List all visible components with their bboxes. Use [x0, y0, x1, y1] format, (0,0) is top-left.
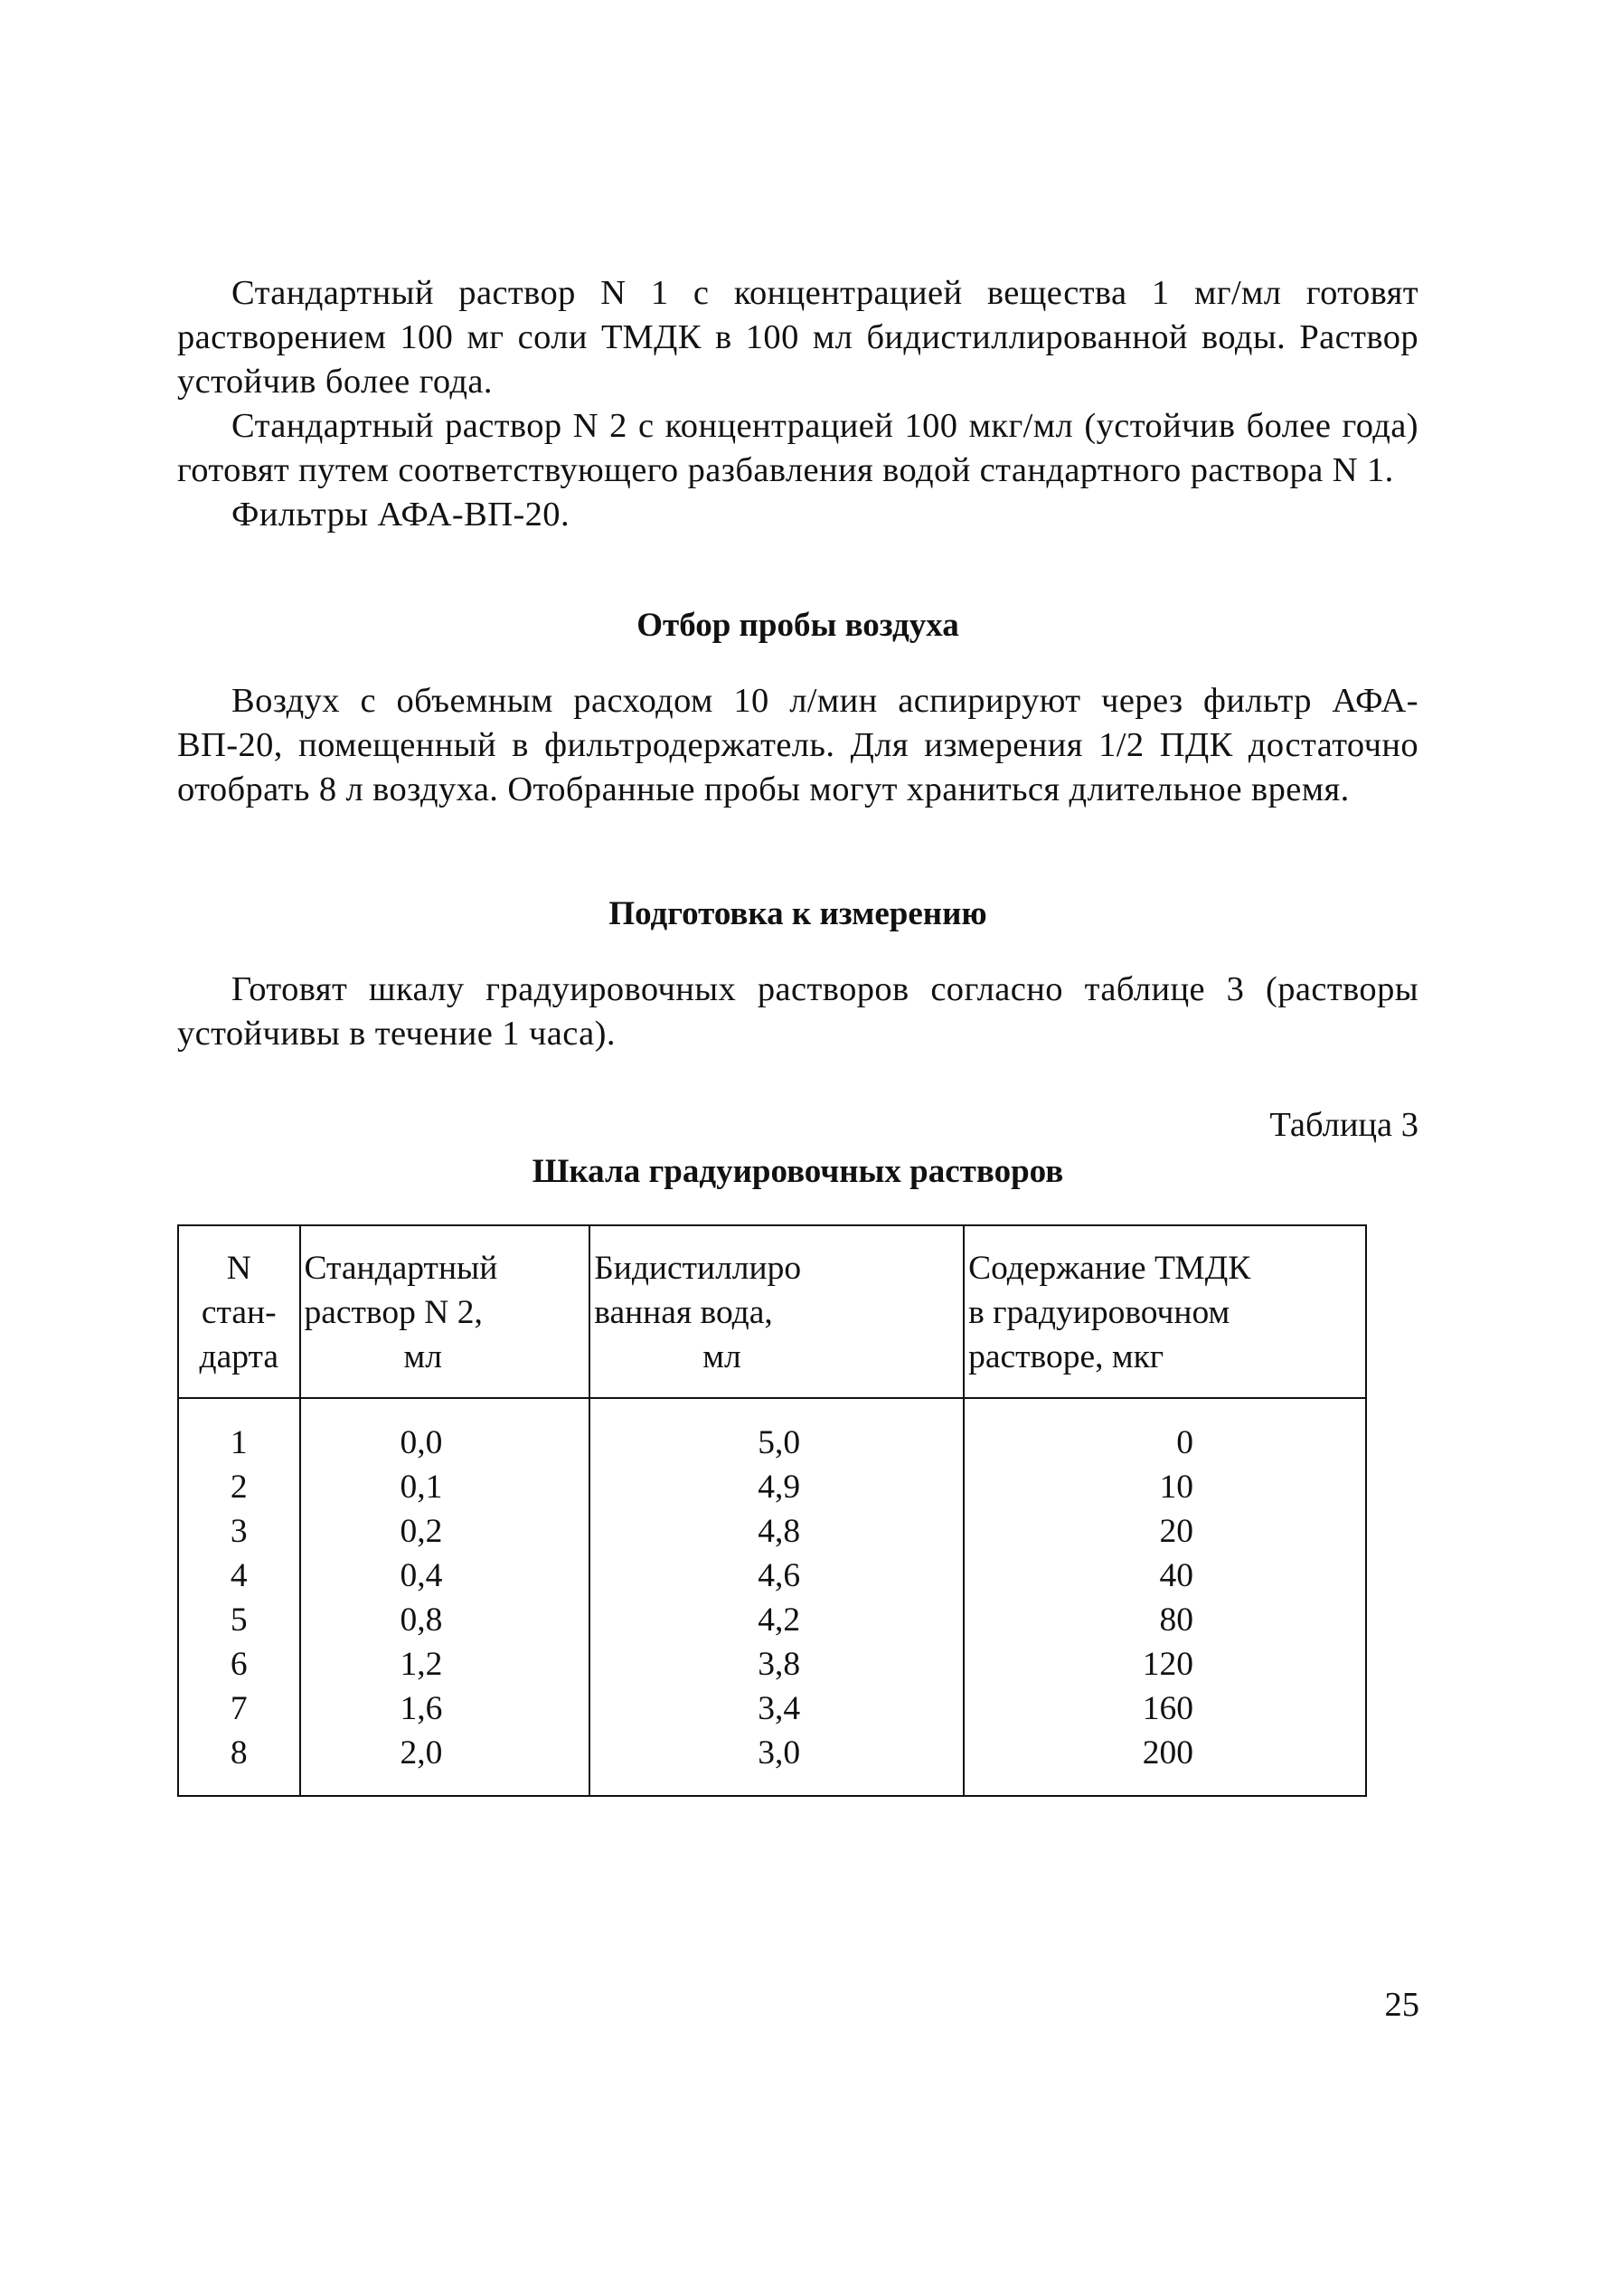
- header-standard-number: [178, 1225, 300, 1398]
- table-row: [178, 1554, 1366, 1598]
- cell-tmdk-mkg: 0: [964, 1398, 1366, 1465]
- paragraph-sampling: Воздух с объемным расходом 10 л/мин аспирируют через фильтр АФА-ВП-20, помещенный в фильтродержатель. Для измерения 1/2 ПДК достаточно отобрать 8 л воздуха. Отобранные пробы могут храниться длительное время.: [177, 682, 1418, 808]
- table-row: [178, 1509, 1366, 1554]
- header-line: в градуировочном: [968, 1294, 1230, 1331]
- table-row: [178, 1598, 1366, 1642]
- paragraph-filters: Фильтры АФА-ВП-20.: [231, 496, 570, 534]
- header-standard-solution: [300, 1225, 590, 1398]
- cell-standard-solution-ml: 0,4: [300, 1554, 590, 1598]
- cell-standard-number: 8: [178, 1731, 300, 1796]
- cell-standard-solution-ml: 1,2: [300, 1642, 590, 1687]
- cell-tmdk-mkg: 10: [964, 1465, 1366, 1509]
- table-row: [178, 1642, 1366, 1687]
- calibration-table-container: [177, 1224, 1367, 1797]
- cell-tmdk-mkg: 200: [964, 1731, 1366, 1796]
- table-row: [178, 1465, 1366, 1509]
- table-row: [178, 1398, 1366, 1465]
- cell-water-ml: 3,0: [589, 1731, 964, 1796]
- table-row: [178, 1731, 1366, 1796]
- cell-standard-number: 6: [178, 1642, 300, 1687]
- header-line: Содержание ТМДК: [968, 1250, 1251, 1287]
- header-line: мл: [702, 1338, 741, 1375]
- cell-standard-number: 1: [178, 1398, 300, 1465]
- header-line: Бидистиллиро: [594, 1250, 802, 1287]
- table-header-row: [178, 1225, 1366, 1398]
- cell-standard-number: 7: [178, 1687, 300, 1731]
- cell-tmdk-mkg: 40: [964, 1554, 1366, 1598]
- cell-water-ml: 5,0: [589, 1398, 964, 1465]
- cell-standard-number: 4: [178, 1554, 300, 1598]
- cell-water-ml: 4,9: [589, 1465, 964, 1509]
- section-title-preparation: Подготовка к измерению: [608, 895, 987, 932]
- header-line: растворе, мкг: [968, 1338, 1164, 1375]
- cell-standard-number: 2: [178, 1465, 300, 1509]
- cell-standard-solution-ml: 0,0: [300, 1398, 590, 1465]
- cell-tmdk-mkg: 20: [964, 1509, 1366, 1554]
- cell-water-ml: 3,8: [589, 1642, 964, 1687]
- cell-tmdk-mkg: 160: [964, 1687, 1366, 1731]
- header-line: дарта: [199, 1338, 278, 1375]
- cell-tmdk-mkg: 80: [964, 1598, 1366, 1642]
- cell-water-ml: 4,6: [589, 1554, 964, 1598]
- section-title-sampling: Отбор пробы воздуха: [636, 607, 959, 644]
- paragraph-standard-solution-1: Стандартный раствор N 1 с концентрацией вещества 1 мг/мл готовят растворением 100 мг соли ТМДК в 100 мл бидистиллированной воды. Раствор устойчив более года.: [177, 274, 1418, 401]
- header-tmdk-content: [964, 1225, 1366, 1398]
- header-line: раствор N 2,: [304, 1294, 483, 1331]
- cell-standard-number: 3: [178, 1509, 300, 1554]
- header-line: ванная вода,: [594, 1294, 773, 1331]
- table-title: Шкала градуировочных растворов: [532, 1153, 1064, 1190]
- header-line: N: [226, 1250, 251, 1287]
- cell-standard-number: 5: [178, 1598, 300, 1642]
- cell-standard-solution-ml: 0,8: [300, 1598, 590, 1642]
- page-number: 25: [1384, 1986, 1419, 2024]
- paragraph-preparation: Готовят шкалу градуировочных растворов согласно таблице 3 (растворы устойчивы в течение 1 часа).: [177, 970, 1418, 1053]
- page-content: [177, 271, 1418, 1797]
- header-line: Стандартный: [304, 1250, 498, 1287]
- cell-standard-solution-ml: 0,2: [300, 1509, 590, 1554]
- cell-tmdk-mkg: 120: [964, 1642, 1366, 1687]
- cell-standard-solution-ml: 2,0: [300, 1731, 590, 1796]
- cell-water-ml: 4,2: [589, 1598, 964, 1642]
- calibration-table: [177, 1224, 1367, 1797]
- cell-standard-solution-ml: 0,1: [300, 1465, 590, 1509]
- table-number-label: Таблица 3: [1269, 1106, 1418, 1144]
- header-bidistilled-water: [589, 1225, 964, 1398]
- cell-standard-solution-ml: 1,6: [300, 1687, 590, 1731]
- header-line: мл: [403, 1338, 442, 1375]
- table-row: [178, 1687, 1366, 1731]
- header-line: стан-: [201, 1294, 277, 1331]
- cell-water-ml: 4,8: [589, 1509, 964, 1554]
- paragraph-standard-solution-2: Стандартный раствор N 2 с концентрацией 100 мкг/мл (устойчив более года) готовят путем соответствующего разбавления водой стандартного раствора N 1.: [177, 407, 1418, 489]
- cell-water-ml: 3,4: [589, 1687, 964, 1731]
